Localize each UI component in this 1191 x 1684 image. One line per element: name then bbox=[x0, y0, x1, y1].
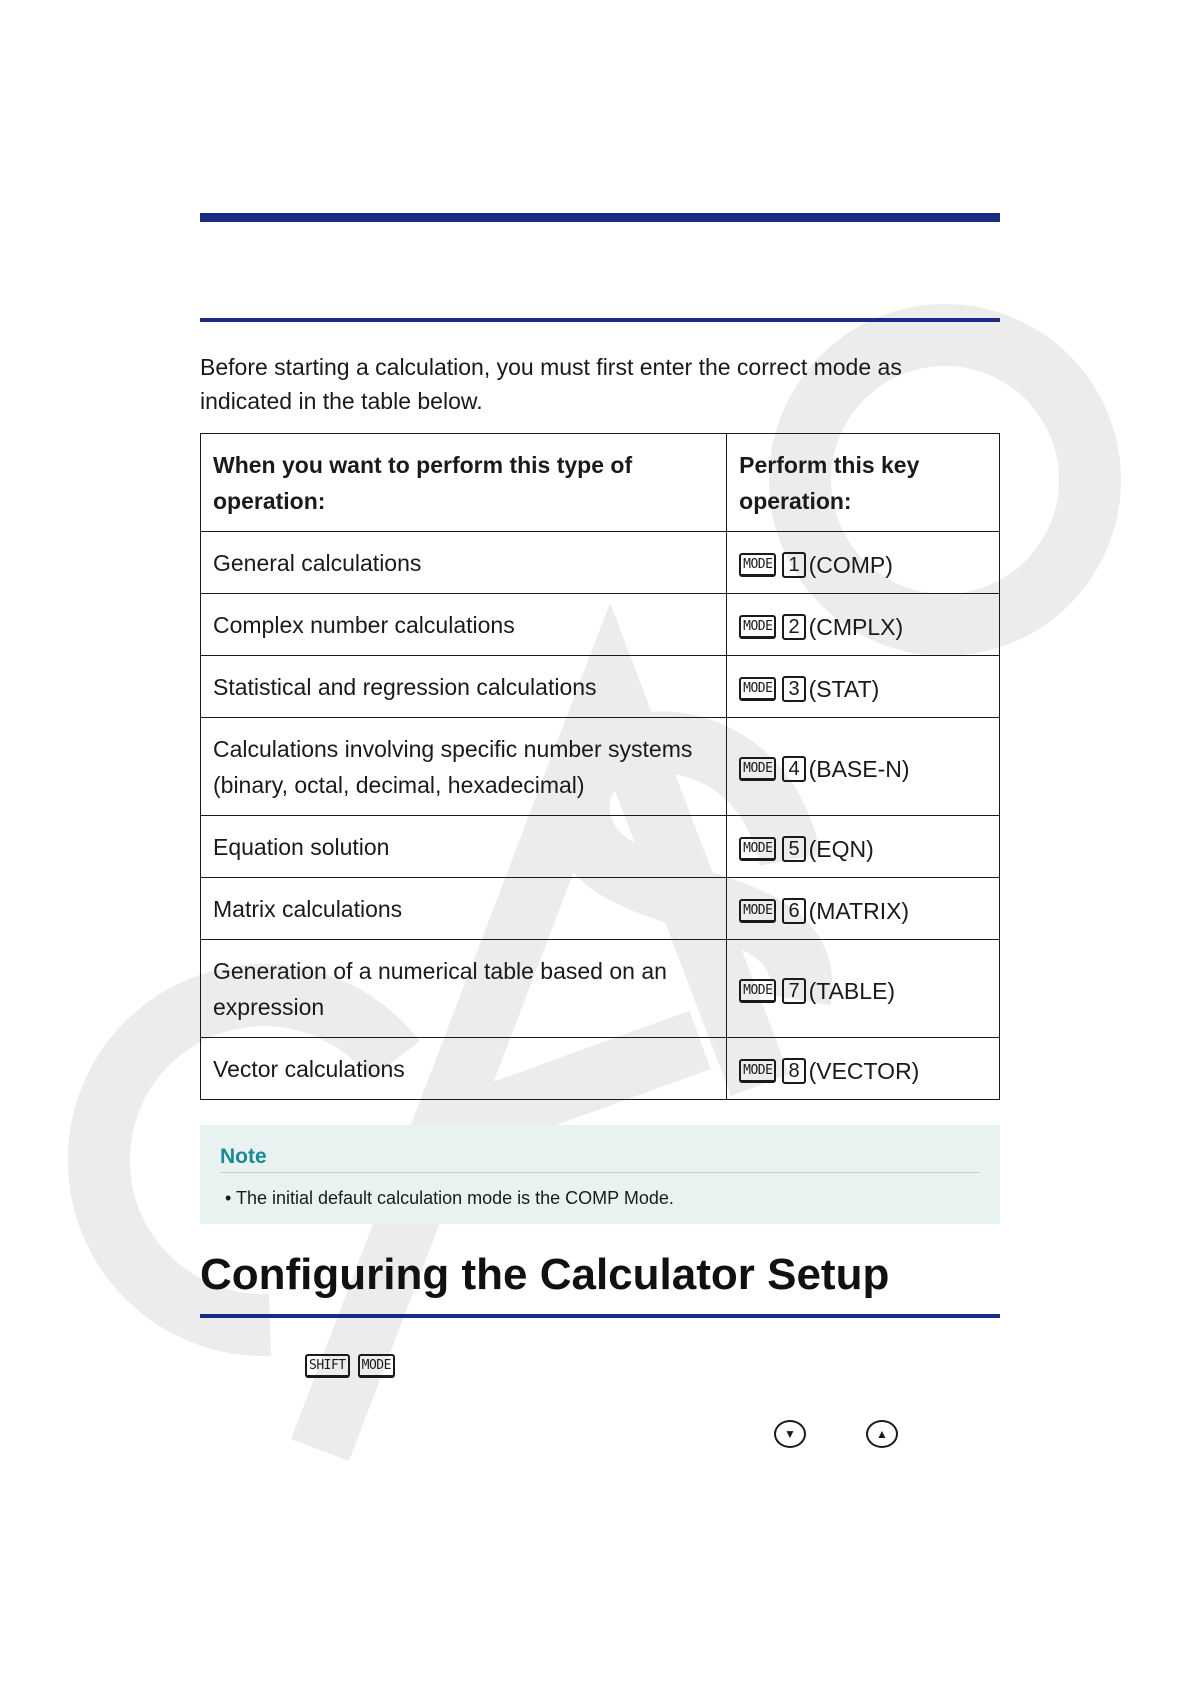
table-row bbox=[201, 878, 1000, 940]
mode-key-icon: MODE bbox=[739, 979, 776, 1003]
note-divider bbox=[220, 1172, 980, 1173]
number-key-icon: 4 bbox=[782, 756, 805, 782]
table-header-row bbox=[201, 434, 1000, 532]
table-row bbox=[201, 1038, 1000, 1100]
table-row bbox=[201, 656, 1000, 718]
number-key-icon: 1 bbox=[782, 552, 805, 578]
mode-key-icon: MODE bbox=[358, 1354, 395, 1378]
mode-name: (TABLE) bbox=[808, 978, 896, 1004]
key-operation-cell bbox=[727, 940, 1000, 1038]
key-operation-cell bbox=[727, 878, 1000, 940]
key-operation-cell bbox=[727, 532, 1000, 594]
section-title: Configuring the Calculator Setup bbox=[200, 1250, 890, 1299]
number-key-icon: 7 bbox=[782, 978, 805, 1004]
mode-key-icon: MODE bbox=[739, 677, 776, 701]
down-arrow-key-icon: ▼ bbox=[774, 1420, 806, 1448]
mode-key-icon: MODE bbox=[739, 757, 776, 781]
number-key-icon: 6 bbox=[782, 898, 805, 924]
number-key-icon: 8 bbox=[782, 1058, 805, 1084]
operation-cell: Calculations involving specific number systems (binary, octal, decimal, hexadecimal) bbox=[201, 718, 727, 816]
number-key-icon: 5 bbox=[782, 836, 805, 862]
key-operation-cell bbox=[727, 656, 1000, 718]
key-operation-cell bbox=[727, 718, 1000, 816]
table-row bbox=[201, 718, 1000, 816]
table-row bbox=[201, 940, 1000, 1038]
mode-name: (BASE-N) bbox=[808, 756, 910, 782]
key-operation-cell bbox=[727, 1038, 1000, 1100]
operation-cell: Matrix calculations bbox=[201, 878, 727, 940]
mode-name: (EQN) bbox=[808, 836, 874, 862]
mode-key-icon: MODE bbox=[739, 837, 776, 861]
note-title: Note bbox=[220, 1145, 267, 1168]
operation-cell: Complex number calculations bbox=[201, 594, 727, 656]
mode-key-icon: MODE bbox=[739, 615, 776, 639]
mode-name: (COMP) bbox=[808, 552, 893, 578]
key-operation-cell bbox=[727, 594, 1000, 656]
operation-cell: Equation solution bbox=[201, 816, 727, 878]
mode-name: (CMPLX) bbox=[808, 614, 904, 640]
note-box bbox=[200, 1125, 1000, 1224]
shift-key-icon: SHIFT bbox=[305, 1354, 350, 1378]
up-arrow-key-icon: ▲ bbox=[866, 1420, 898, 1448]
mode-key-icon: MODE bbox=[739, 1059, 776, 1083]
table-row bbox=[201, 532, 1000, 594]
mode-key-icon: MODE bbox=[739, 553, 776, 577]
intro-paragraph: Before starting a calculation, you must first enter the correct mode as indicated in the table below. bbox=[200, 354, 902, 414]
number-key-icon: 3 bbox=[782, 676, 805, 702]
table-row bbox=[201, 816, 1000, 878]
section-rule bbox=[200, 318, 1000, 322]
operation-cell: Statistical and regression calculations bbox=[201, 656, 727, 718]
mode-name: (MATRIX) bbox=[808, 898, 910, 924]
table-row bbox=[201, 594, 1000, 656]
header-operation-type: When you want to perform this type of operation: bbox=[201, 434, 727, 532]
header-key-operation: Perform this key operation: bbox=[727, 434, 1000, 532]
mode-name: (STAT) bbox=[808, 676, 880, 702]
mode-table bbox=[200, 433, 1000, 1100]
mode-key-icon: MODE bbox=[739, 899, 776, 923]
note-body: • The initial default calculation mode is the COMP Mode. bbox=[225, 1188, 674, 1208]
setup-key-sequence bbox=[305, 1354, 395, 1378]
key-operation-cell bbox=[727, 816, 1000, 878]
chapter-rule bbox=[200, 213, 1000, 222]
mode-name: (VECTOR) bbox=[808, 1058, 920, 1084]
operation-cell: General calculations bbox=[201, 532, 727, 594]
section-title-rule bbox=[200, 1314, 1000, 1318]
number-key-icon: 2 bbox=[782, 614, 805, 640]
operation-cell: Generation of a numerical table based on an expression bbox=[201, 940, 727, 1038]
operation-cell: Vector calculations bbox=[201, 1038, 727, 1100]
